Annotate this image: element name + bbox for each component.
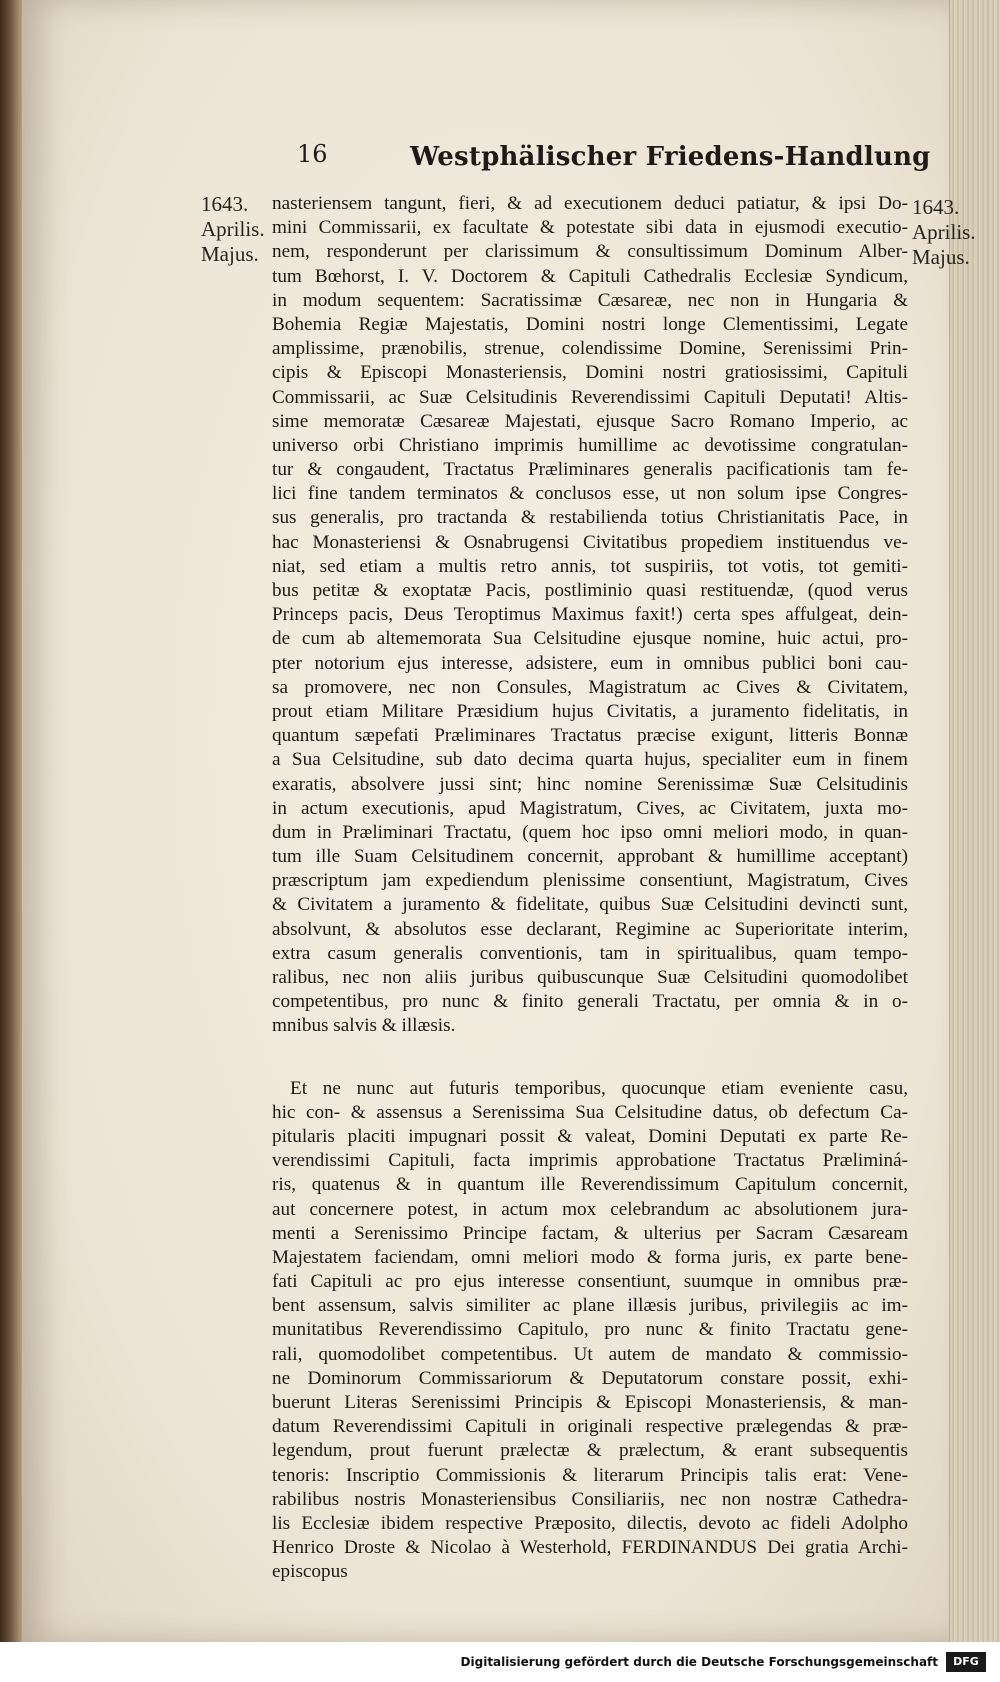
text-line: præscriptum jam expediendum plenissime consentiunt, Magistratum, Cives [272,870,908,892]
text-line: absolvunt, & absolutos esse declarant, Regimine ac Superioritate interim, [272,918,908,940]
text-line: rali, quomodolibet competentibus. Ut autem de mandato & commissio- [272,1343,908,1365]
text-line: munitatibus Reverendissimo Capitulo, pro nunc & finito Tractatu gene- [272,1319,908,1341]
margin-month: Majus. [201,242,259,266]
text-line: ne Dominorum Commissariorum & Deputatorum constare possit, exhi- [272,1367,908,1389]
text-line: episcopus [272,1561,348,1583]
digitization-footer [0,1642,1000,1682]
text-line: & Civitatem a juramento & fidelitate, quibus Suæ Celsitudini devincti sunt, [272,894,908,916]
text-line: sime memoratæ Cæsareæ Majestati, ejusque Sacro Romano Imperio, ac [272,410,908,432]
paragraph-gap [272,1039,908,1077]
right-margin-note [912,195,976,270]
text-line: mini Commissarii, ex facultate & potestate sibi data in ejusmodi executio- [272,217,908,239]
text-line: lis Ecclesiæ ibidem respective Præposito, dilectis, devoto ac fideli Adolpho [272,1512,908,1534]
text-line: datum Reverendissimi Capituli in originali respective prælegendas & præ- [272,1416,908,1438]
text-line: pter notorium ejus interesse, adsistere, eum in omnibus publici boni cau- [272,652,908,674]
text-line: nem, responderunt per clarissimum & consultissimum Dominum Alber- [272,241,908,263]
text-line: sus generalis, pro tractanda & restabilienda totius Christianitatis Pace, in [272,507,908,529]
dfg-logo: DFG [946,1652,986,1672]
text-line: menti a Serenissimo Principe factam, & ulterius per Sacram Cæsaream [272,1222,908,1244]
margin-month: Aprilis. [201,217,265,241]
text-line: lici fine tandem terminatos & conclusos esse, ut non solum ipse Congres- [272,483,908,505]
text-line: mnibus salvis & illæsis. [272,1015,456,1037]
text-line: Majestatem faciendam, omni meliori modo & forma juris, ex parte bene- [272,1246,908,1268]
margin-year: 1643. [201,192,249,216]
text-line: Bohemia Regiæ Majestatis, Domini nostri longe Clementissimi, Legate [272,313,908,335]
text-line: hac Monasteriensi & Osnabrugensi Civitatibus propediem instituendus ve- [272,531,908,553]
text-line: tum ille Suam Celsitudinem concernit, approbant & humillime acceptant) [272,846,908,868]
left-margin-note [201,192,265,267]
text-line: prout etiam Militare Præsidium hujus Civitatis, a juramento fidelitatis, in [272,700,908,722]
text-line: ralibus, nec non aliis juribus quibuscunque Suæ Celsitudini quomodolibet [272,967,908,988]
page-number: 16 [297,140,328,168]
text-line: in actum executionis, apud Magistratum, Cives, ac Civitatem, juxta mo- [272,797,908,819]
text-line: extra casum generalis conventionis, tam in spiritualibus, quam tempo- [272,942,908,964]
text-line: pitularis placiti impugnari possit & valeat, Domini Deputati ex parte Re- [272,1125,908,1147]
margin-year: 1643. [912,195,960,219]
body-text [272,192,908,1585]
text-line: ris, quatenus & in quantum ille Reverendissimum Capitulum concernit, [272,1174,908,1196]
text-line: tur & congaudent, Tractatus Præliminares generalis pacificationis tam fe- [272,459,908,481]
paragraph-2 [272,1077,908,1585]
margin-month: Majus. [912,245,970,269]
text-line: cipis & Episcopi Monasteriensis, Domini nostri gratiosissimi, Capituli [272,362,908,384]
text-line: hic con- & assensus a Serenissima Sua Celsitudine datus, ob defectum Ca- [272,1101,908,1123]
text-line: nasteriensem tangunt, fieri, & ad executionem deduci patiatur, & ipsi Do- [272,193,908,214]
text-line: universo orbi Christiano imprimis humillime ac devotissime congratulan- [272,434,908,456]
paragraph-1 [272,192,908,1039]
text-line: sa promovere, nec non Consules, Magistratum ac Cives & Civitatem, [272,676,908,698]
text-line: tum Bœhorst, I. V. Doctorem & Capituli Cathedralis Ecclesiæ Syndicum, [272,265,908,287]
text-line: aut concernere potest, in actum mox celebrandum ac absolutionem jura- [272,1198,908,1220]
text-line: Commissarii, ac Suæ Celsitudinis Reverendissimi Capituli Deputati! Altis- [272,386,908,408]
text-line: Et ne nunc aut futuris temporibus, quocunque etiam eveniente casu, [290,1077,908,1099]
text-line: fati Capituli ac pro ejus interesse consentiunt, suumque in omnibus præ- [272,1271,908,1293]
text-line: bus petitæ & exoptatæ Pacis, postliminio quasi restituendæ, (quod verus [272,580,908,601]
text-line: Henrico Droste & Nicolao à Westerhold, FERDINANDUS Dei gratia Archi- [272,1537,908,1559]
text-line: tenoris: Inscriptio Commissionis & literarum Principis talis erat: Vene- [272,1464,908,1486]
margin-month: Aprilis. [912,220,976,244]
text-line: buerunt Literas Serenissimi Principis & Episcopi Monasteriensis, & man- [272,1392,908,1413]
text-line: dum in Præliminari Tractatu, (quem hoc ipso omni meliori modo, in quan- [272,821,908,843]
text-line: competentibus, pro nunc & finito generali Tractatu, per omnia & in o- [272,991,908,1013]
text-line: de cum ab altememorata Sua Celsitudine ejusque nomine, huic actui, pro- [272,628,908,650]
text-line: bent assensum, salvis similiter ac plane illæsis juribus, privilegiis ac im- [272,1295,908,1317]
text-line: exaratis, absolvere jussi sint; hinc nomine Serenissimæ Suæ Celsitudinis [272,773,908,795]
text-line: in modum sequentem: Sacratissimæ Cæsareæ, nec non in Hungaria & [272,289,908,311]
text-line: quantum sæpefati Præliminares Tractatus præcise exigunt, litteris Bonnæ [272,725,908,747]
page-header [272,140,952,184]
text-line: a Sua Celsitudine, sub dato decima quarta hujus, specialiter eum in finem [272,749,908,771]
book-binding-edge [0,0,22,1642]
text-line: verendissimi Capituli, facta imprimis approbatione Tractatus Præliminá- [272,1150,908,1172]
text-line: legendum, prout fuerunt prælectæ & prælectum, & erant subsequentis [272,1440,908,1462]
text-line: amplissime, prænobilis, strenue, colendissime Domine, Serenissimi Prin- [272,338,908,360]
text-line: Princeps pacis, Deus Teroptimus Maximus faxit!) certa spes affulgeat, dein- [272,604,908,626]
running-title: Westphälischer Friedens-Handlung [410,142,931,172]
text-line: niat, sed etiam a multis retro annis, tot suspiriis, tot votis, tot gemiti- [272,555,908,577]
text-line: rabilibus nostris Monasteriensibus Consiliariis, nec non nostræ Cathedra- [272,1488,908,1510]
footer-credit: Digitalisierung gefördert durch die Deutsche Forschungsgemeinschaft [460,1655,938,1669]
